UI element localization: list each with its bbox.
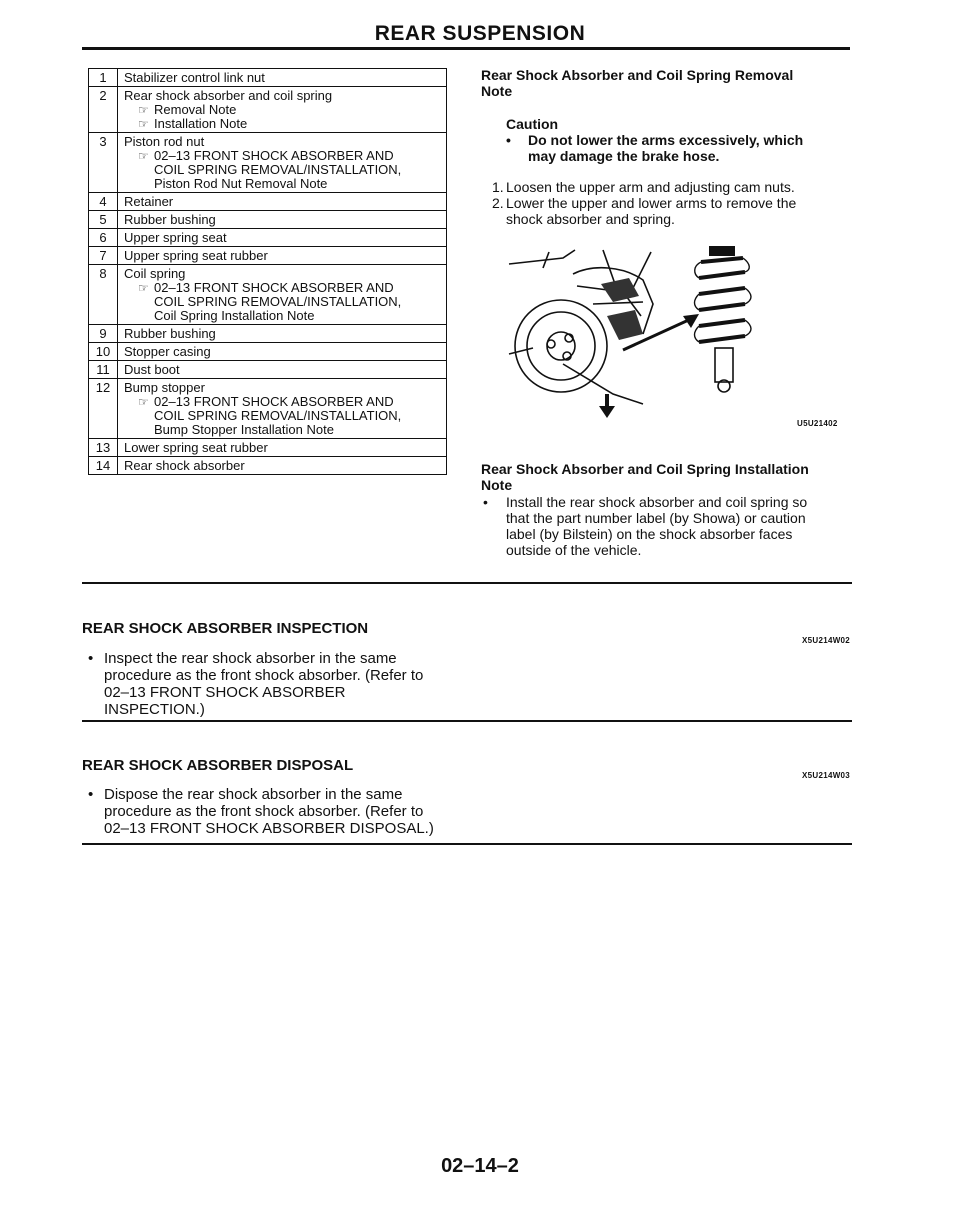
reference-line: 02–13 FRONT SHOCK ABSORBER AND <box>154 394 394 409</box>
inspection-item <box>88 650 488 718</box>
removal-note-title-line1: Rear Shock Absorber and Coil Spring Removal <box>481 67 794 83</box>
part-name: Retainer <box>124 194 174 209</box>
part-number: 2 <box>89 87 118 133</box>
table-row <box>89 69 447 87</box>
section-rule-1 <box>82 582 852 584</box>
caution-item <box>506 132 856 164</box>
part-name: Upper spring seat <box>124 230 227 245</box>
text-line: Dispose the rear shock absorber in the same <box>104 786 403 803</box>
text-line: procedure as the front shock absorber. (Refer to <box>104 667 424 684</box>
parts-table <box>88 68 447 475</box>
part-description <box>118 229 447 247</box>
removal-steps <box>492 179 862 227</box>
reference-line: Bump Stopper Installation Note <box>154 422 334 437</box>
reference-note <box>124 395 442 437</box>
reference-line: COIL SPRING REMOVAL/INSTALLATION, <box>154 294 402 309</box>
part-number: 11 <box>89 361 118 379</box>
part-name: Rear shock absorber <box>124 458 245 473</box>
reference-note <box>124 281 442 323</box>
part-description <box>118 247 447 265</box>
reference-note <box>124 103 442 117</box>
inspection-title: REAR SHOCK ABSORBER INSPECTION <box>82 620 369 637</box>
part-number: 9 <box>89 325 118 343</box>
table-row <box>89 133 447 193</box>
part-number: 3 <box>89 133 118 193</box>
step-number: 1. <box>492 179 504 195</box>
text-line: INSPECTION.) <box>104 701 205 718</box>
part-number: 1 <box>89 69 118 87</box>
step-line: Loosen the upper arm and adjusting cam nuts. <box>506 179 795 195</box>
removal-note-title-line2: Note <box>481 83 513 99</box>
table-row <box>89 87 447 133</box>
caution-text-line1: Do not lower the arms excessively, which <box>528 132 804 148</box>
step-line: shock absorber and spring. <box>506 211 675 227</box>
part-name: Piston rod nut <box>124 134 205 149</box>
part-description <box>118 325 447 343</box>
part-number: 13 <box>89 439 118 457</box>
part-number: 12 <box>89 379 118 439</box>
installation-note-item <box>483 494 863 558</box>
part-number: 5 <box>89 211 118 229</box>
caution-text <box>528 132 803 164</box>
bullet-dot-icon: • <box>483 494 488 510</box>
caution-block <box>506 116 856 164</box>
section-rule-3 <box>82 843 852 845</box>
part-number: 7 <box>89 247 118 265</box>
reference-line: 02–13 FRONT SHOCK ABSORBER AND <box>154 148 394 163</box>
text-line: that the part number label (by Showa) or caution <box>506 510 806 526</box>
pointing-hand-icon: ☞ <box>138 149 149 163</box>
pointing-hand-icon: ☞ <box>138 117 149 131</box>
step-number: 2. <box>492 195 504 211</box>
reference-text <box>154 117 442 131</box>
reference-text <box>154 395 442 437</box>
table-row <box>89 265 447 325</box>
disposal-code: X5U214W03 <box>802 771 851 780</box>
reference-note <box>124 117 442 131</box>
text-line: 02–13 FRONT SHOCK ABSORBER <box>104 684 346 701</box>
header-rule <box>82 47 850 50</box>
part-number: 4 <box>89 193 118 211</box>
figure-code: U5U21402 <box>797 419 838 428</box>
reference-line: 02–13 FRONT SHOCK ABSORBER AND <box>154 280 394 295</box>
table-row <box>89 457 447 475</box>
table-row <box>89 379 447 439</box>
reference-line: COIL SPRING REMOVAL/INSTALLATION, <box>154 408 402 423</box>
bullet-dot-icon: • <box>506 132 511 148</box>
part-name: Rear shock absorber and coil spring <box>124 88 333 103</box>
page-number: 02–14–2 <box>441 1155 519 1177</box>
bullet-dot-icon: • <box>88 786 94 803</box>
table-row <box>89 325 447 343</box>
table-row <box>89 229 447 247</box>
pointing-hand-icon: ☞ <box>138 103 149 117</box>
table-row <box>89 193 447 211</box>
step-line: Lower the upper and lower arms to remove the <box>506 195 797 211</box>
part-description <box>118 265 447 325</box>
disposal-item <box>88 786 488 837</box>
part-name: Dust boot <box>124 362 180 377</box>
part-name: Bump stopper <box>124 380 205 395</box>
pointing-hand-icon: ☞ <box>138 281 149 295</box>
disposal-title: REAR SHOCK ABSORBER DISPOSAL <box>82 757 354 774</box>
part-number: 6 <box>89 229 118 247</box>
part-description <box>118 439 447 457</box>
table-row <box>89 211 447 229</box>
reference-note <box>124 149 442 191</box>
part-name: Rubber bushing <box>124 326 216 341</box>
pointing-hand-icon: ☞ <box>138 395 149 409</box>
text-line: Inspect the rear shock absorber in the same <box>104 650 397 667</box>
installation-note-title-line2: Note <box>481 477 513 493</box>
page-title: REAR SUSPENSION <box>374 22 586 45</box>
part-name: Lower spring seat rubber <box>124 440 268 455</box>
part-description <box>118 457 447 475</box>
part-description <box>118 133 447 193</box>
text-line: label (by Bilstein) on the shock absorber faces <box>506 526 793 542</box>
part-description <box>118 87 447 133</box>
reference-line: Removal Note <box>154 102 237 117</box>
part-name: Stabilizer control link nut <box>124 70 265 85</box>
reference-text <box>154 149 442 191</box>
installation-note-text <box>506 494 807 558</box>
reference-line: Installation Note <box>154 116 248 131</box>
reference-line: COIL SPRING REMOVAL/INSTALLATION, <box>154 162 402 177</box>
table-row <box>89 439 447 457</box>
part-name: Upper spring seat rubber <box>124 248 268 263</box>
reference-line: Coil Spring Installation Note <box>154 308 315 323</box>
table-row <box>89 361 447 379</box>
step-text <box>506 179 795 195</box>
part-description <box>118 379 447 439</box>
shock-removal-illustration <box>503 244 765 420</box>
part-description <box>118 69 447 87</box>
part-name: Coil spring <box>124 266 186 281</box>
removal-step <box>492 195 862 227</box>
installation-note-title <box>481 461 861 493</box>
part-name: Rubber bushing <box>124 212 216 227</box>
text-line: outside of the vehicle. <box>506 542 642 558</box>
part-number: 10 <box>89 343 118 361</box>
reference-text <box>154 281 442 323</box>
installation-note-title-line1: Rear Shock Absorber and Coil Spring Installation <box>481 461 809 477</box>
part-description <box>118 343 447 361</box>
removal-note-title <box>481 67 861 99</box>
table-row <box>89 247 447 265</box>
reference-text <box>154 103 442 117</box>
text-line: procedure as the front shock absorber. (Refer to <box>104 803 424 820</box>
caution-label: Caution <box>506 116 559 132</box>
section-rule-2 <box>82 720 852 722</box>
part-number: 14 <box>89 457 118 475</box>
part-number: 8 <box>89 265 118 325</box>
inspection-code: X5U214W02 <box>802 636 851 645</box>
bullet-dot-icon: • <box>88 650 94 667</box>
part-description <box>118 193 447 211</box>
caution-text-line2: may damage the brake hose. <box>528 148 720 164</box>
text-line: 02–13 FRONT SHOCK ABSORBER DISPOSAL.) <box>104 820 434 837</box>
part-description <box>118 211 447 229</box>
removal-step <box>492 179 862 195</box>
text-line: Install the rear shock absorber and coil spring so <box>506 494 808 510</box>
part-description <box>118 361 447 379</box>
step-text <box>506 195 796 227</box>
part-name: Stopper casing <box>124 344 211 359</box>
reference-line: Piston Rod Nut Removal Note <box>154 176 328 191</box>
inspection-text <box>104 650 423 718</box>
disposal-text <box>104 786 434 837</box>
table-row <box>89 343 447 361</box>
